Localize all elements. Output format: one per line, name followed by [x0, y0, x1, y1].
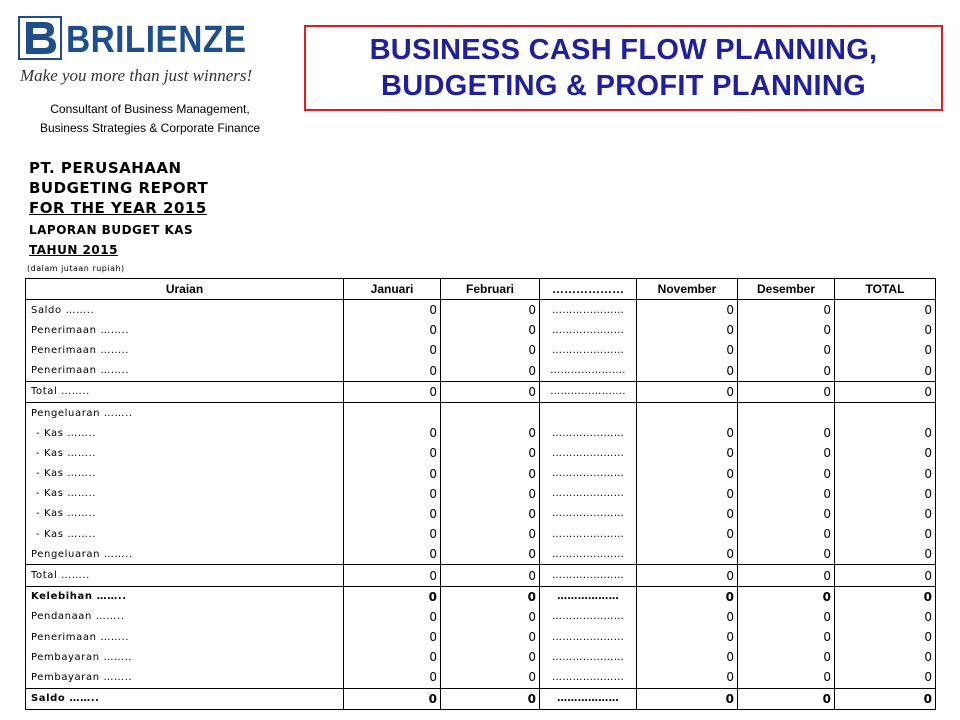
row-cell: 0 — [441, 565, 540, 586]
column-header: TOTAL — [835, 279, 936, 300]
row-cell: 0 — [738, 484, 835, 504]
row-label: Pengeluaran …….. — [26, 402, 344, 423]
row-cell: 0 — [738, 464, 835, 484]
row-cell: 0 — [637, 423, 738, 443]
row-cell: 0 — [738, 524, 835, 544]
consultant-description — [0, 100, 300, 138]
row-cell: 0 — [835, 504, 936, 524]
row-cell: 0 — [344, 607, 441, 627]
row-cell: 0 — [344, 340, 441, 360]
table-row — [26, 423, 936, 443]
consultant-line-1: Consultant of Business Management, — [50, 102, 250, 116]
row-cell: ……………… — [540, 586, 637, 607]
row-cell: 0 — [835, 627, 936, 647]
row-cell: 0 — [835, 443, 936, 463]
row-cell: 0 — [738, 647, 835, 667]
row-cell: 0 — [441, 627, 540, 647]
table-row — [26, 361, 936, 382]
brand-logo — [18, 16, 270, 86]
row-cell: 0 — [637, 544, 738, 565]
row-cell: …………………. — [540, 361, 637, 382]
table-row — [26, 320, 936, 340]
column-header: Desember — [738, 279, 835, 300]
row-cell: 0 — [835, 381, 936, 402]
row-cell: 0 — [738, 320, 835, 340]
row-cell: 0 — [637, 607, 738, 627]
row-cell: 0 — [441, 361, 540, 382]
budget-table — [25, 278, 936, 710]
row-label: Saldo …….. — [26, 688, 344, 709]
row-cell: 0 — [344, 544, 441, 565]
row-cell: 0 — [835, 607, 936, 627]
row-cell: 0 — [637, 586, 738, 607]
row-cell: 0 — [738, 586, 835, 607]
row-cell: 0 — [637, 320, 738, 340]
report-period-id: TAHUN 2015 — [29, 243, 118, 257]
row-cell: ………………… — [540, 524, 637, 544]
table-row — [26, 484, 936, 504]
row-cell: ………………… — [540, 565, 637, 586]
row-label: Penerimaan …….. — [26, 320, 344, 340]
table-row — [26, 544, 936, 565]
row-cell: 0 — [344, 647, 441, 667]
row-cell: 0 — [441, 320, 540, 340]
row-cell: 0 — [738, 667, 835, 688]
row-label: Pengeluaran …….. — [26, 544, 344, 565]
report-subheader — [29, 220, 193, 260]
row-cell: 0 — [441, 443, 540, 463]
column-header: Januari — [344, 279, 441, 300]
column-header: Februari — [441, 279, 540, 300]
table-row — [26, 667, 936, 688]
row-cell: ………………… — [540, 647, 637, 667]
row-cell: 0 — [637, 565, 738, 586]
row-cell: 0 — [738, 688, 835, 709]
row-cell: 0 — [738, 423, 835, 443]
row-label: Pendanaan …….. — [26, 607, 344, 627]
row-cell: 0 — [637, 464, 738, 484]
row-cell: 0 — [441, 484, 540, 504]
row-cell: 0 — [344, 300, 441, 321]
row-cell: 0 — [441, 586, 540, 607]
column-header: November — [637, 279, 738, 300]
table-row — [26, 647, 936, 667]
row-cell: 0 — [835, 320, 936, 340]
row-cell — [637, 402, 738, 423]
row-cell: 0 — [441, 647, 540, 667]
row-cell: 0 — [441, 524, 540, 544]
row-label: Kelebihan …….. — [26, 586, 344, 607]
row-cell: 0 — [835, 667, 936, 688]
table-row — [26, 627, 936, 647]
row-cell: 0 — [441, 464, 540, 484]
row-cell: 0 — [637, 504, 738, 524]
row-label: Total …….. — [26, 565, 344, 586]
row-cell: 0 — [344, 320, 441, 340]
row-label: Pembayaran …….. — [26, 667, 344, 688]
row-cell: 0 — [344, 565, 441, 586]
row-cell: 0 — [835, 484, 936, 504]
table-row — [26, 464, 936, 484]
row-cell: 0 — [441, 381, 540, 402]
row-cell: 0 — [441, 300, 540, 321]
row-cell: ………………… — [540, 300, 637, 321]
table-row — [26, 688, 936, 709]
row-cell: 0 — [738, 627, 835, 647]
page-title-line-2: BUDGETING & PROFIT PLANNING — [381, 70, 866, 102]
row-label: - Kas …….. — [26, 484, 344, 504]
table-row — [26, 300, 936, 321]
row-cell — [540, 402, 637, 423]
unit-note: (dalam jutaan rupiah) — [27, 264, 125, 273]
row-cell: 0 — [637, 688, 738, 709]
table-row — [26, 565, 936, 586]
row-cell: 0 — [441, 423, 540, 443]
row-label: Total …….. — [26, 381, 344, 402]
row-cell: ………………… — [540, 544, 637, 565]
row-cell: ………………… — [540, 464, 637, 484]
row-cell: 0 — [637, 667, 738, 688]
row-cell: 0 — [344, 688, 441, 709]
row-cell — [835, 402, 936, 423]
row-cell: 0 — [637, 647, 738, 667]
row-cell: 0 — [441, 544, 540, 565]
row-cell: 0 — [835, 361, 936, 382]
row-cell: 0 — [344, 586, 441, 607]
table-row — [26, 504, 936, 524]
report-name: BUDGETING REPORT — [29, 179, 209, 197]
report-header — [29, 158, 208, 218]
row-label: - Kas …….. — [26, 524, 344, 544]
report-name-id: LAPORAN BUDGET KAS — [29, 223, 194, 237]
row-cell: 0 — [835, 300, 936, 321]
row-cell: ………………… — [540, 340, 637, 360]
row-cell: 0 — [344, 464, 441, 484]
row-cell: 0 — [835, 423, 936, 443]
row-cell: 0 — [738, 340, 835, 360]
row-cell: ………………… — [540, 667, 637, 688]
row-cell: 0 — [637, 627, 738, 647]
row-cell — [441, 402, 540, 423]
table-row — [26, 402, 936, 423]
row-cell: ………………… — [540, 443, 637, 463]
row-cell: 0 — [738, 565, 835, 586]
column-header: Uraian — [26, 279, 344, 300]
row-cell: 0 — [637, 361, 738, 382]
row-cell: 0 — [637, 524, 738, 544]
row-cell: 0 — [344, 443, 441, 463]
table-row — [26, 443, 936, 463]
row-cell: 0 — [441, 607, 540, 627]
row-cell: ………………… — [540, 320, 637, 340]
row-cell: 0 — [344, 423, 441, 443]
brilienze-logo-icon — [18, 16, 62, 60]
page-title-line-1: BUSINESS CASH FLOW PLANNING, — [369, 34, 878, 66]
row-cell: 0 — [835, 565, 936, 586]
row-cell: 0 — [637, 300, 738, 321]
row-cell: 0 — [835, 524, 936, 544]
row-cell: 0 — [835, 340, 936, 360]
row-label: - Kas …….. — [26, 423, 344, 443]
consultant-line-2: Business Strategies & Corporate Finance — [39, 121, 261, 135]
row-label: - Kas …….. — [26, 464, 344, 484]
row-cell: ………………… — [540, 627, 637, 647]
table-row — [26, 381, 936, 402]
row-cell: ………………… — [540, 607, 637, 627]
row-cell: 0 — [637, 443, 738, 463]
row-cell: 0 — [738, 607, 835, 627]
row-cell: 0 — [441, 667, 540, 688]
row-cell: 0 — [441, 504, 540, 524]
budget-table-body — [26, 300, 936, 710]
row-cell: 0 — [738, 504, 835, 524]
report-period: FOR THE YEAR 2015 — [29, 199, 207, 217]
row-cell: 0 — [344, 381, 441, 402]
row-cell: 0 — [835, 464, 936, 484]
row-label: Saldo …….. — [26, 300, 344, 321]
row-cell: ………………… — [540, 504, 637, 524]
row-cell: 0 — [344, 627, 441, 647]
row-cell: 0 — [637, 381, 738, 402]
row-label: - Kas …….. — [26, 443, 344, 463]
row-cell: 0 — [344, 361, 441, 382]
row-cell: 0 — [344, 484, 441, 504]
row-label: - Kas …….. — [26, 504, 344, 524]
company-name: PT. PERUSAHAAN — [29, 159, 182, 177]
row-cell: 0 — [441, 340, 540, 360]
table-row — [26, 524, 936, 544]
row-cell — [738, 402, 835, 423]
row-cell: 0 — [835, 688, 936, 709]
row-cell: 0 — [738, 544, 835, 565]
row-label: Penerimaan …….. — [26, 361, 344, 382]
column-header: ……………… — [540, 279, 637, 300]
row-cell: 0 — [835, 586, 936, 607]
row-cell: 0 — [344, 667, 441, 688]
row-cell: 0 — [835, 544, 936, 565]
table-row — [26, 586, 936, 607]
page-title-box — [304, 25, 943, 111]
row-cell: ………………… — [540, 423, 637, 443]
row-cell: ………………… — [540, 484, 637, 504]
row-cell: 0 — [344, 524, 441, 544]
table-row — [26, 340, 936, 360]
row-label: Penerimaan …….. — [26, 627, 344, 647]
table-header-row — [26, 279, 936, 300]
row-label: Penerimaan …….. — [26, 340, 344, 360]
row-cell: ……………… — [540, 688, 637, 709]
row-cell: 0 — [738, 300, 835, 321]
row-cell: 0 — [637, 484, 738, 504]
row-label: Pembayaran …….. — [26, 647, 344, 667]
brand-name: BRILIENZE — [66, 19, 247, 61]
row-cell: 0 — [738, 381, 835, 402]
brand-tagline: Make you more than just winners! — [20, 66, 253, 85]
row-cell: 0 — [344, 504, 441, 524]
row-cell: 0 — [835, 647, 936, 667]
row-cell: 0 — [738, 361, 835, 382]
row-cell: 0 — [441, 688, 540, 709]
table-row — [26, 607, 936, 627]
row-cell: 0 — [738, 443, 835, 463]
row-cell — [344, 402, 441, 423]
row-cell: 0 — [637, 340, 738, 360]
row-cell: …………………. — [540, 381, 637, 402]
